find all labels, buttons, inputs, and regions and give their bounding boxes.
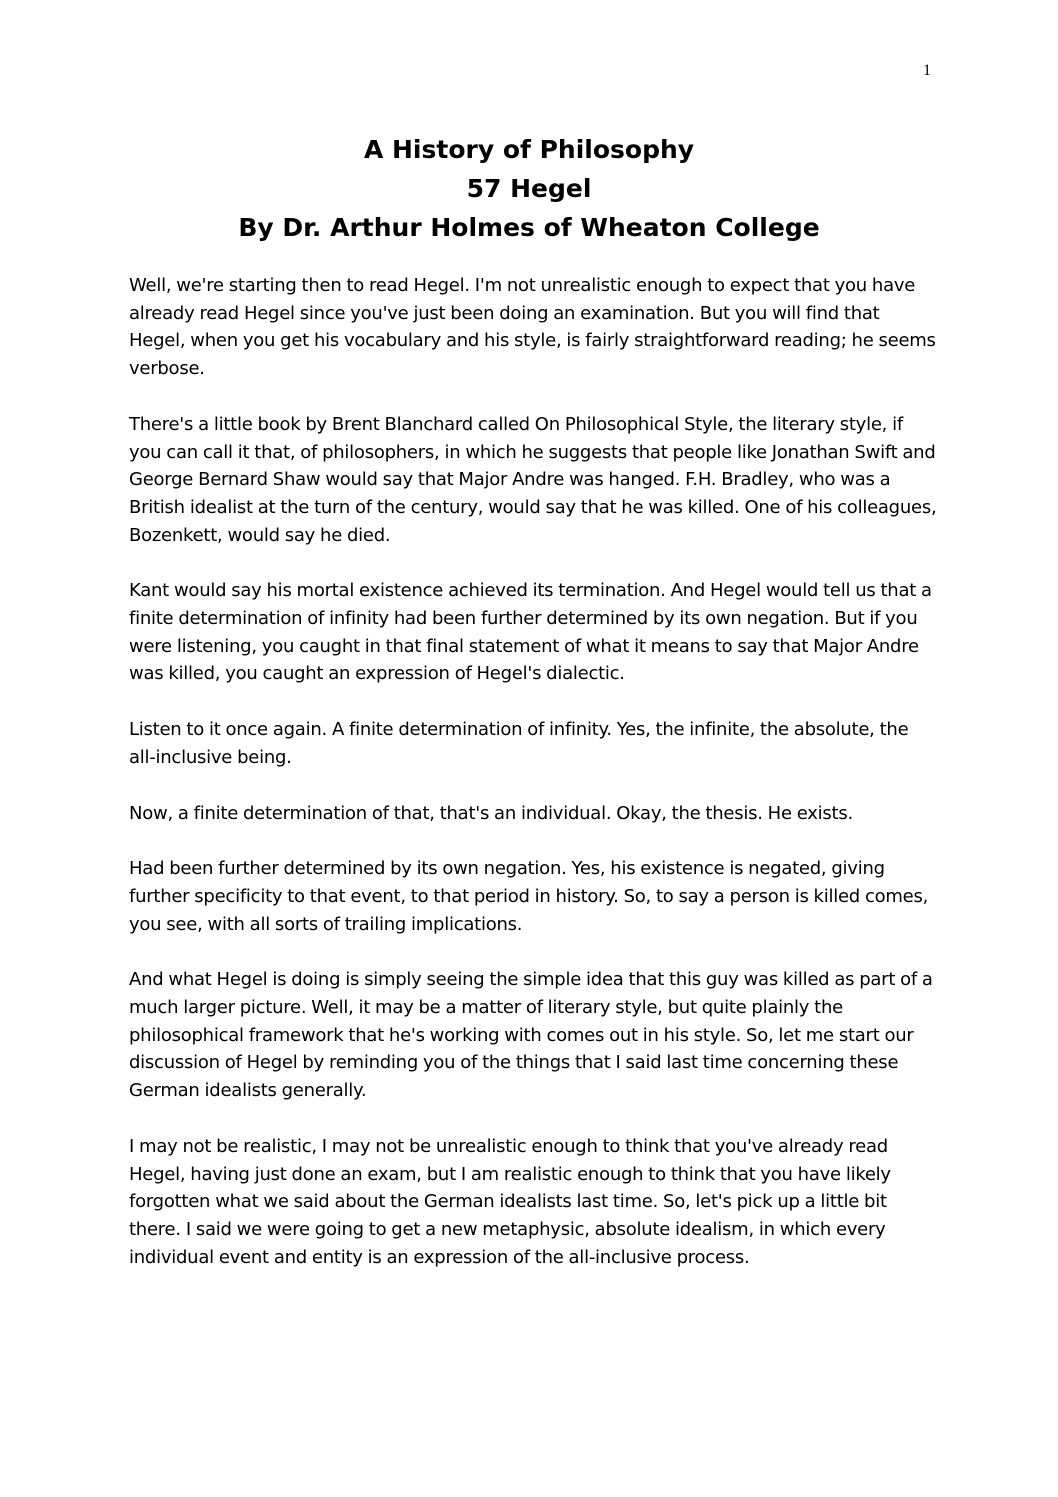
page-number: 1 — [923, 62, 931, 79]
paragraph: Well, we're starting then to read Hegel. I'm not unrealistic enough to expect that you have already read Hegel since you've just been doing an examination. But you will find that Hegel, when you get his vocabulary and his style, is fairly straightforward reading; he seems verbose. — [129, 275, 936, 380]
paragraph: I may not be realistic, I may not be unrealistic enough to think that you've already read Hegel, having just done an exam, but I am realistic enough to think that you have likely forgotten what we said about the German idealists last time. So, let's pick up a little bit there. I said we were going to get a new metaphysic, absolute idealism, in which every individual event and entity is an expression of the all-inclusive process. — [129, 1135, 891, 1268]
document-body — [129, 272, 937, 1299]
paragraph: Listen to it once again. A finite determination of infinity. Yes, the infinite, the absolute, the all-inclusive being. — [129, 719, 909, 768]
title-author: By Dr. Arthur Holmes of Wheaton College — [238, 213, 820, 242]
paragraph: Kant would say his mortal existence achieved its termination. And Hegel would tell us that a finite determination of infinity had been further determined by its own negation. But if you were listening, you caught in that final statement of what it means to say that Major Andre was killed, you caught an expression of Hegel's dialectic. — [129, 580, 932, 685]
title-lecture: 57 Hegel — [466, 174, 592, 203]
paragraph: Now, a finite determination of that, that's an individual. Okay, the thesis. He exists. — [129, 802, 853, 824]
paragraph: Had been further determined by its own negation. Yes, his existence is negated, giving further specificity to that event, to that period in history. So, to say a person is killed comes, you see, with all sorts of trailing implications. — [129, 858, 929, 935]
title-series: A History of Philosophy — [363, 135, 695, 164]
paragraph: There's a little book by Brent Blanchard called On Philosophical Style, the literary style, if you can call it that, of philosophers, in which he suggests that people like Jonathan Swift and George Bernard Shaw would say that Major Andre was hanged. F.H. Bradley, who was a British idealist at the turn of the century, would say that he was killed. One of his colleagues, Bozenkett, would say he died. — [129, 413, 937, 546]
paragraph: And what Hegel is doing is simply seeing the simple idea that this guy was killed as part of a much larger picture. Well, it may be a matter of literary style, but quite plainly the philosophical framework that he's working with comes out in his style. So, let me start our discussion of Hegel by reminding you of the things that I said last time concerning these German idealists generally. — [129, 969, 933, 1102]
document-title — [0, 130, 1058, 247]
